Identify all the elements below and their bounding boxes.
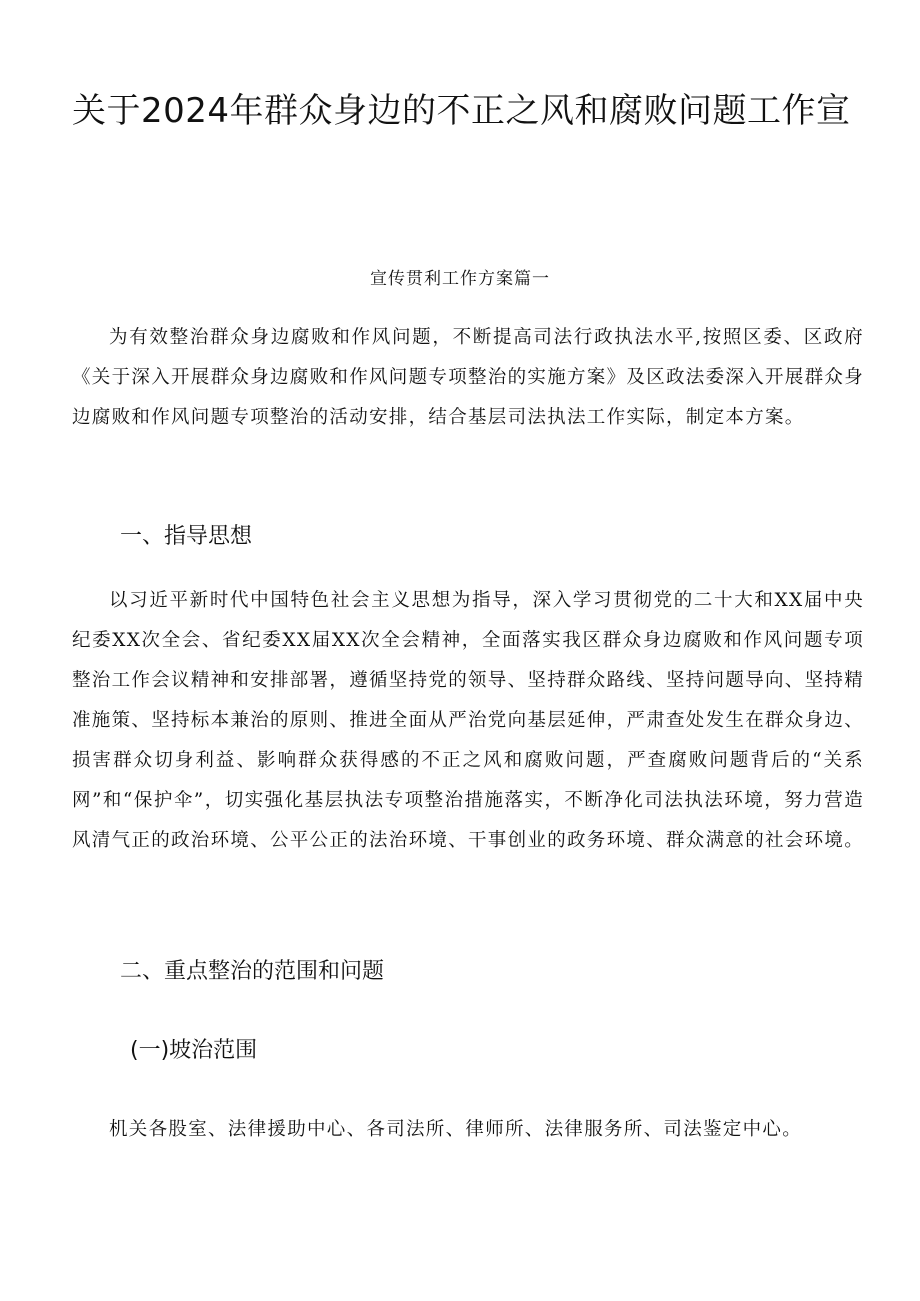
intro-paragraph: 为有效整治群众身边腐败和作风问题，不断提高司法行政执法水平,按照区委、区政府《关于深入开展群众身边腐败和作风问题专项整治的实施方案》及区政法委深入开展群众身边腐败和作风问题专项整治的活动安排，结合基层司法执法工作实际，制定本方案。	[72, 327, 865, 428]
section-1-heading: 一、指导思想	[120, 524, 253, 549]
subsection-1-paragraph: 机关各股室、法律援助中心、各司法所、律师所、法律服务所、司法鉴定中心。	[109, 1119, 803, 1140]
subsection-1-heading: (一)坡治范围	[130, 1038, 258, 1063]
section-2-heading: 二、重点整治的范围和问题	[120, 959, 385, 984]
document-title: 关于2024年群众身边的不正之风和腐败问题工作宣	[72, 91, 851, 131]
section-1-paragraph: 以习近平新时代中国特色社会主义思想为指导，深入学习贯彻党的二十大和XX届中央纪委XX次全会、省纪委XX届XX次全会精神，全面落实我区群众身边腐败和作风问题专项整治工作会议精神和安排部署，遵循坚持党的领导、坚持群众路线、坚持问题导向、坚持精准施策、坚持标本兼治的原则、推进全面从严治党向基层延伸，严肃查处发生在群众身边、损害群众切身利益、影响群众获得感的不正之风和腐败问题，严查腐败问题背后的“关系网”和“保护伞”，切实强化基层执法专项整治措施落实，不断净化司法执法环境，努力营造风清气正的政治环境、公平公正的法治环境、干事创业的政务环境、群众满意的社会环境。	[72, 590, 865, 851]
document-subtitle: 宣传贯利工作方案篇一	[370, 269, 550, 289]
